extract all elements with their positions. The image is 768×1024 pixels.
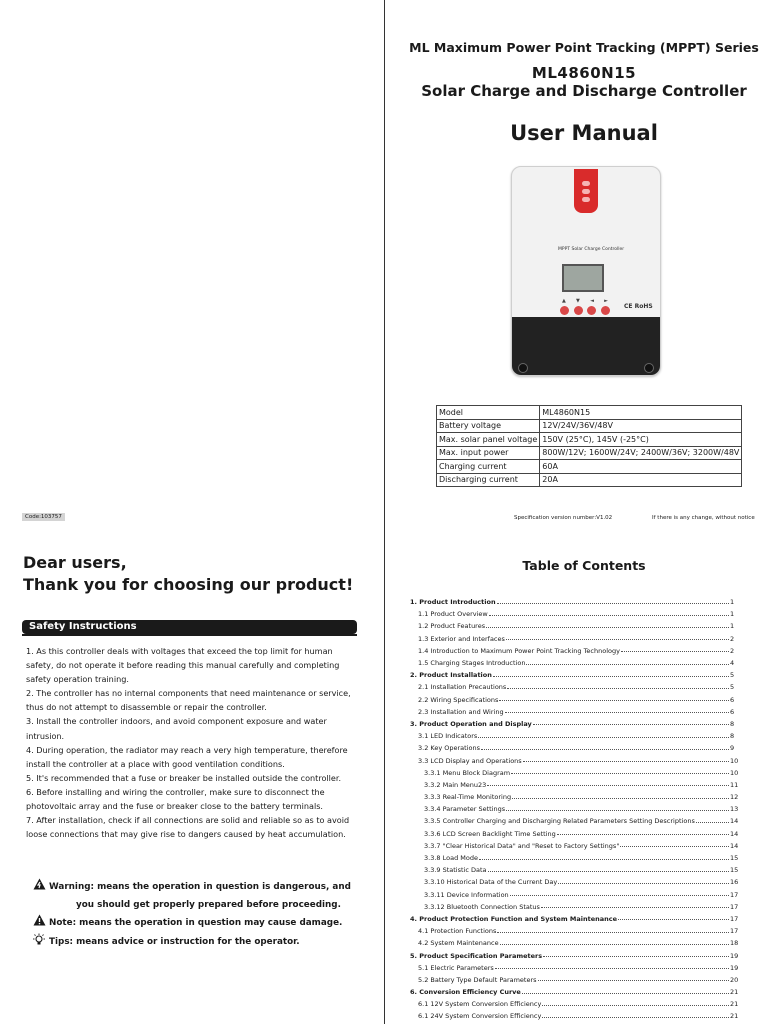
warning-text-continued: you should get properly prepared before proceeding. xyxy=(76,899,341,910)
spec-key: Discharging current xyxy=(437,473,540,487)
notes-legend xyxy=(32,878,362,953)
toc-entry[interactable] xyxy=(410,803,740,815)
toc-leader-dots xyxy=(542,1017,729,1018)
device-button xyxy=(574,306,583,315)
toc-entry-title: 1.4 Introduction to Maximum Power Point Tracking Technology xyxy=(418,646,620,655)
toc-entry-page: 21 xyxy=(730,988,739,997)
toc-entry-title: 3.3.7 "Clear Historical Data" and "Reset to Factory Settings" xyxy=(424,841,620,850)
toc-entry-page: 21 xyxy=(730,1012,739,1021)
toc-leader-dots xyxy=(497,603,729,604)
toc-entry-title: 1. Product Introduction xyxy=(410,598,496,607)
toc-leader-dots xyxy=(495,968,729,969)
toc-leader-dots xyxy=(500,944,729,945)
toc-entry-title: 3.3.4 Parameter Settings xyxy=(424,805,506,814)
toc-entry[interactable] xyxy=(410,694,740,706)
spec-key: Charging current xyxy=(437,460,540,474)
toc-entry-page: 13 xyxy=(730,805,739,814)
toc-entry-page: 14 xyxy=(730,817,739,826)
device-base xyxy=(512,317,660,375)
product-subtitle: Solar Charge and Discharge Controller xyxy=(421,82,747,100)
toc-entry-title: 1.3 Exterior and Interfaces xyxy=(418,634,505,643)
toc-entry-page: 16 xyxy=(730,878,739,887)
toc-leader-dots xyxy=(620,846,729,847)
led-panel xyxy=(574,169,598,213)
spec-key: Battery voltage xyxy=(437,419,540,433)
toc-entry-page: 21 xyxy=(730,1000,739,1009)
toc-entry[interactable] xyxy=(410,889,740,901)
toc-title: Table of Contents xyxy=(522,558,646,573)
toc-entry-title: 6.1 12V System Conversion Efficiency xyxy=(418,1000,542,1009)
toc-entry-page: 6 xyxy=(730,695,735,704)
toc-leader-dots xyxy=(512,798,729,799)
safety-item: 1. As this controller deals with voltages that exceed the top limit for human safety, do not operate it before reading this manual carefully and completing safety operation training. xyxy=(26,646,340,685)
certification-marks: CE RoHS xyxy=(624,303,653,310)
toc-entry[interactable] xyxy=(410,901,740,913)
toc-entry-page: 6 xyxy=(730,707,735,716)
device-brand-label: MPPT Solar Charge Controller xyxy=(558,247,625,252)
toc-entry-page: 17 xyxy=(730,902,739,911)
toc-entry-title: 5.2 Battery Type Default Parameters xyxy=(418,975,537,984)
toc-entry[interactable] xyxy=(410,962,740,974)
toc-leader-dots xyxy=(481,749,729,750)
spec-value: 20A xyxy=(540,473,742,487)
toc-entry[interactable] xyxy=(410,669,740,681)
safety-item: 3. Install the controller indoors, and avoid component exposure and water intrusion. xyxy=(26,716,327,741)
toc-leader-dots xyxy=(541,907,729,908)
toc-entry-page: 5 xyxy=(730,671,735,680)
spec-value: ML4860N15 xyxy=(540,406,742,420)
led-indicator xyxy=(582,197,590,202)
toc-entry[interactable] xyxy=(410,706,740,718)
toc-entry-page: 17 xyxy=(730,890,739,899)
page-divider xyxy=(384,0,385,1024)
toc-entry-page: 15 xyxy=(730,866,739,875)
toc-entry-title: 5. Product Specification Parameters xyxy=(410,951,543,960)
toc-entry[interactable] xyxy=(410,864,740,876)
spec-row xyxy=(437,446,742,460)
toc-entry-title: 3.3.9 Statistic Data xyxy=(424,866,487,875)
toc-leader-dots xyxy=(526,664,729,665)
toc-leader-dots xyxy=(505,712,729,713)
greeting-line-1: Dear users, xyxy=(23,553,127,572)
toc-entry[interactable] xyxy=(410,608,740,620)
toc-entry-title: 3.3.6 LCD Screen Backlight Time Setting xyxy=(424,829,556,838)
toc-leader-dots xyxy=(486,627,729,628)
toc-entry[interactable] xyxy=(410,657,740,669)
safety-heading: Safety Instructions xyxy=(22,620,357,634)
toc-entry-page: 18 xyxy=(730,939,739,948)
toc-entry[interactable] xyxy=(410,767,740,779)
right-arrow-icon: ► xyxy=(604,298,608,304)
toc-entry[interactable] xyxy=(410,1010,740,1022)
toc-entry[interactable] xyxy=(410,986,740,998)
lightbulb-icon xyxy=(32,933,46,954)
toc-leader-dots xyxy=(506,810,729,811)
safety-item: 5. It's recommended that a fuse or breaker be installed outside the controller. xyxy=(26,772,342,783)
toc-leader-dots xyxy=(538,980,729,981)
toc-entry-title: 4. Product Protection Function and System Maintenance xyxy=(410,914,618,923)
toc-leader-dots xyxy=(499,700,729,701)
toc-entry-page: 15 xyxy=(730,854,739,863)
toc-entry-title: 3.3.8 Load Mode xyxy=(424,854,478,863)
toc-entry-page: 19 xyxy=(730,951,739,960)
toc-entry-page: 4 xyxy=(730,659,735,668)
toc-entry-page: 12 xyxy=(730,793,739,802)
toc-entry-title: 3.3.2 Main Menu23 xyxy=(424,780,487,789)
toc-entry-page: 1 xyxy=(730,610,735,619)
toc-entry-title: 3. Product Operation and Display xyxy=(410,719,532,728)
toc-entry[interactable] xyxy=(410,913,740,925)
toc-entry-title: 4.2 System Maintenance xyxy=(418,939,499,948)
device-button xyxy=(560,306,569,315)
safety-item: 2. The controller has no internal components that need maintenance or service, thus do not attempt to disassemble or repair the controller. xyxy=(26,688,351,713)
toc-leader-dots xyxy=(478,737,729,738)
safety-rule xyxy=(22,634,357,636)
toc-entry-title: 3.2 Key Operations xyxy=(418,744,480,753)
toc-entry[interactable] xyxy=(410,633,740,645)
toc-leader-dots xyxy=(696,822,729,823)
spec-value: 12V/24V/36V/48V xyxy=(540,419,742,433)
device-button xyxy=(587,306,596,315)
toc-leader-dots xyxy=(507,688,729,689)
spec-value: 60A xyxy=(540,460,742,474)
left-arrow-icon: ◄ xyxy=(590,298,594,304)
exclamation-icon xyxy=(32,914,46,933)
toc-entry[interactable] xyxy=(410,730,740,742)
toc-entry-page: 8 xyxy=(730,719,735,728)
down-arrow-icon: ▼ xyxy=(576,298,580,304)
toc-entry-page: 9 xyxy=(730,744,735,753)
toc-leader-dots xyxy=(542,1005,729,1006)
toc-entry-title: 1.2 Product Features xyxy=(418,622,486,631)
lcd-screen xyxy=(562,264,604,292)
toc-entry-title: 3.3.3 Real-Time Monitoring xyxy=(424,793,512,802)
toc-leader-dots xyxy=(506,639,729,640)
toc-entry[interactable] xyxy=(410,949,740,961)
toc-entry-title: 3.3.12 Bluetooth Connection Status xyxy=(424,902,540,911)
toc-entry-title: 3.3 LCD Display and Operations xyxy=(418,756,522,765)
toc-entry-title: 3.3.10 Historical Data of the Current Day xyxy=(424,878,558,887)
led-indicator xyxy=(582,181,590,186)
toc-entry[interactable] xyxy=(410,779,740,791)
toc-list xyxy=(410,596,740,1023)
change-notice: If there is any change, without notice xyxy=(652,515,755,521)
toc-entry[interactable] xyxy=(410,840,740,852)
safety-item: 6. Before installing and wiring the controller, make sure to disconnect the photovoltaic array and the fuse or breaker close to the battery terminals. xyxy=(26,786,325,812)
spec-row xyxy=(437,473,742,487)
toc-entry[interactable] xyxy=(410,645,740,657)
spec-row xyxy=(437,433,742,447)
toc-entry[interactable] xyxy=(410,876,740,888)
toc-entry-title: 2.3 Installation and Wiring xyxy=(418,707,504,716)
toc-entry-page: 2 xyxy=(730,634,735,643)
toc-leader-dots xyxy=(557,834,729,835)
toc-entry-page: 17 xyxy=(730,927,739,936)
toc-leader-dots xyxy=(558,883,729,884)
toc-entry-page: 2 xyxy=(730,646,735,655)
toc-leader-dots xyxy=(489,615,729,616)
toc-entry-page: 10 xyxy=(730,768,739,777)
safety-instructions xyxy=(26,644,356,841)
warning-text: Warning: means the operation in question is dangerous, and xyxy=(49,881,351,892)
toc-entry-page: 1 xyxy=(730,598,735,607)
toc-entry[interactable] xyxy=(410,754,740,766)
toc-entry-title: 4.1 Protection Functions xyxy=(418,927,497,936)
safety-item: 4. During operation, the radiator may reach a very high temperature, therefore install the controller at a place with good ventilation conditions. xyxy=(26,744,348,769)
tips-note xyxy=(32,933,362,954)
toc-entry-title: 2.2 Wiring Specifications xyxy=(418,695,499,704)
safety-item: 7. After installation, check if all connections are solid and reliable so as to avoid loose connections that may give rise to dangers caused by heat accumulation. xyxy=(26,815,350,840)
spec-table xyxy=(436,405,742,487)
spec-row xyxy=(437,419,742,433)
spec-key: Model xyxy=(437,406,540,420)
toc-entry-page: 11 xyxy=(730,780,739,789)
spec-key: Max. solar panel voltage xyxy=(437,433,540,447)
toc-entry-title: 5.1 Electric Parameters xyxy=(418,963,494,972)
toc-entry-page: 1 xyxy=(730,622,735,631)
toc-leader-dots xyxy=(497,932,729,933)
toc-entry[interactable] xyxy=(410,937,740,949)
led-indicator xyxy=(582,189,590,194)
toc-entry-title: 3.3.5 Controller Charging and Discharging Related Parameters Setting Descriptions xyxy=(424,817,695,826)
toc-entry-page: 8 xyxy=(730,732,735,741)
up-arrow-icon: ▲ xyxy=(562,298,566,304)
toc-entry[interactable] xyxy=(410,620,740,632)
spec-value: 800W/12V; 1600W/24V; 2400W/36V; 3200W/48V xyxy=(540,446,742,460)
warning-icon xyxy=(32,878,46,897)
toc-entry-title: 6.1 24V System Conversion Efficiency xyxy=(418,1012,542,1021)
document-code: Code:103757 xyxy=(22,513,65,521)
toc-leader-dots xyxy=(522,993,729,994)
toc-leader-dots xyxy=(618,919,729,920)
toc-entry-page: 5 xyxy=(730,683,735,692)
toc-entry-title: 2.1 Installation Precautions xyxy=(418,683,507,692)
toc-leader-dots xyxy=(543,956,729,957)
toc-entry-page: 20 xyxy=(730,975,739,984)
toc-entry-page: 14 xyxy=(730,841,739,850)
toc-entry-title: 2. Product Installation xyxy=(410,671,492,680)
toc-entry-title: 3.3.11 Device Information xyxy=(424,890,509,899)
toc-entry[interactable] xyxy=(410,718,740,730)
button-arrow-labels xyxy=(562,298,608,304)
caution-note xyxy=(32,914,362,933)
mounting-hole-icon xyxy=(644,363,654,373)
toc-entry-title: 1.1 Product Overview xyxy=(418,610,488,619)
toc-entry[interactable] xyxy=(410,925,740,937)
toc-entry-title: 1.5 Charging Stages Introduction xyxy=(418,659,526,668)
spec-row xyxy=(437,460,742,474)
spec-value: 150V (25°C), 145V (-25°C) xyxy=(540,433,742,447)
device-buttons xyxy=(560,306,610,315)
toc-leader-dots xyxy=(488,871,729,872)
tips-text: Tips: means advice or instruction for the operator. xyxy=(49,937,300,947)
toc-entry[interactable] xyxy=(410,852,740,864)
series-title: ML Maximum Power Point Tracking (MPPT) Series xyxy=(409,40,759,55)
warning-note xyxy=(32,878,362,897)
toc-leader-dots xyxy=(493,676,729,677)
note-text: Note: means the operation in question may cause damage. xyxy=(49,917,343,928)
toc-leader-dots xyxy=(533,724,729,725)
spec-version: Specification version number:V1.02 xyxy=(514,515,613,521)
manual-title: User Manual xyxy=(510,121,658,145)
greeting-line-2: Thank you for choosing our product! xyxy=(23,575,354,594)
toc-entry[interactable] xyxy=(410,998,740,1010)
toc-entry-title: 3.3.1 Menu Block Diagram xyxy=(424,768,511,777)
toc-entry[interactable] xyxy=(410,974,740,986)
toc-entry-page: 17 xyxy=(730,914,739,923)
toc-leader-dots xyxy=(510,895,729,896)
toc-leader-dots xyxy=(523,761,729,762)
controller-image xyxy=(511,166,661,376)
toc-entry[interactable] xyxy=(410,596,740,608)
toc-entry[interactable] xyxy=(410,742,740,754)
toc-leader-dots xyxy=(511,773,729,774)
toc-entry[interactable] xyxy=(410,828,740,840)
toc-leader-dots xyxy=(621,651,729,652)
toc-entry-page: 10 xyxy=(730,756,739,765)
toc-entry[interactable] xyxy=(410,791,740,803)
toc-leader-dots xyxy=(487,785,729,786)
model-title: ML4860N15 xyxy=(531,64,637,82)
mounting-hole-icon xyxy=(518,363,528,373)
toc-entry-title: 3.1 LED Indicators xyxy=(418,732,478,741)
toc-entry[interactable] xyxy=(410,815,740,827)
toc-entry-title: 6. Conversion Efficiency Curve xyxy=(410,988,521,997)
spec-key: Max. input power xyxy=(437,446,540,460)
toc-entry-page: 14 xyxy=(730,829,739,838)
toc-leader-dots xyxy=(479,859,729,860)
toc-entry-page: 19 xyxy=(730,963,739,972)
device-button xyxy=(601,306,610,315)
toc-entry[interactable] xyxy=(410,681,740,693)
spec-row xyxy=(437,406,742,420)
